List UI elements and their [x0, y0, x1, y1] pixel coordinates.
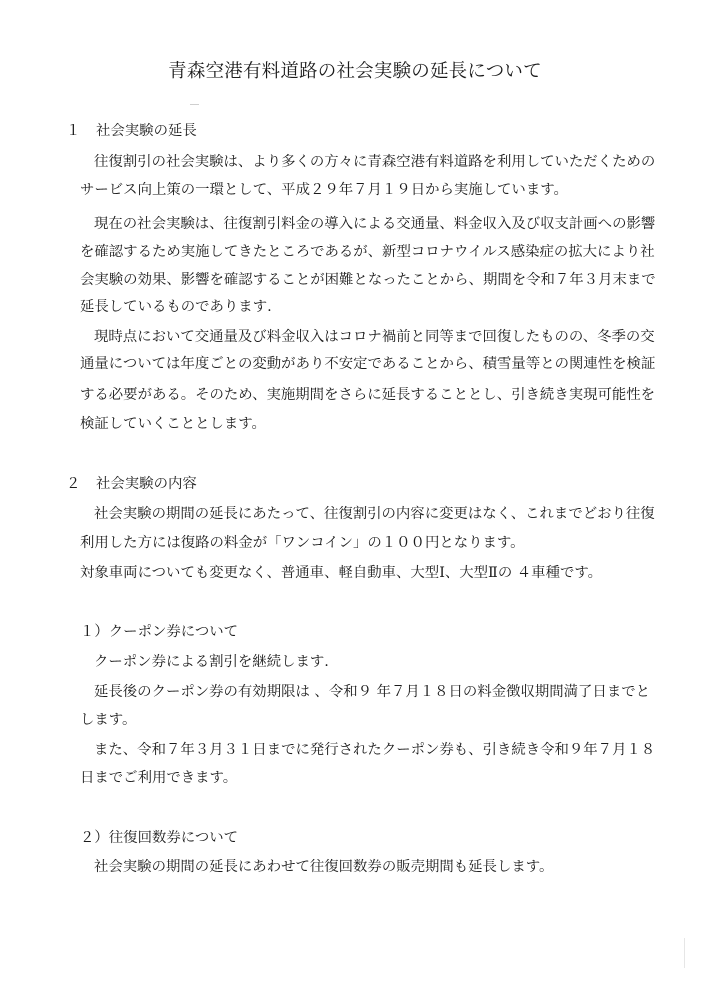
section-2-heading: [66, 474, 197, 494]
paragraph-line: 社会実験の期間の延長にあわせて往復回数券の販売期間も延長します。: [94, 859, 554, 875]
paragraph-line: 延長しているものであります.: [80, 299, 272, 315]
paragraph-line: 現在の社会実験は、往復割引料金の導入による交通量、料金収入及び収支計画への影響: [94, 216, 656, 232]
paragraph-line: また、令和７年３月３１日までに発行されたクーポン券も、引き続き令和９年７月１８: [94, 742, 656, 758]
scan-speck: [684, 938, 685, 968]
paragraph-line: 対象車両についても変更なく、普通車、軽自動車、大型Ⅰ、大型Ⅱの ４車種です。: [80, 565, 602, 581]
paragraph-line: 日までご利用できます。: [80, 770, 238, 786]
subsection-1-heading: １）クーポン券について: [80, 624, 239, 640]
document-title: 青森空港有料道路の社会実験の延長について: [168, 61, 542, 82]
section-1-title: 社会実験の延長: [96, 123, 197, 139]
paragraph-line: を確認するため実施してきたところであるが、新型コロナウイルス感染症の拡大により社: [80, 244, 655, 260]
paragraph-line: 利用した方には復路の料金が「ワンコイン」の１００円となります。: [80, 535, 525, 551]
paragraph-line: します。: [80, 712, 137, 728]
scan-speck: [190, 104, 199, 105]
paragraph-line: サービス向上策の一環として、平成２９年７月１９日から実施しています。: [80, 182, 568, 198]
paragraph-line: 通量については年度ごとの変動があり不安定であることから、積雪量等との関連性を検証: [80, 356, 656, 372]
section-1-number: １: [66, 123, 81, 139]
subsection-2-heading: ２）往復回数券について: [80, 830, 239, 846]
section-1-heading: [66, 121, 197, 141]
paragraph-line: する必要がある。そのため、実施期間をさらに延長することとし、引き続き実現可能性を: [80, 387, 656, 403]
paragraph-line: クーポン券による割引を継続します.: [94, 654, 329, 670]
paragraph-line: 会実験の効果、影響を確認することが困難となったことから、期間を令和７年３月末まで: [80, 272, 656, 288]
paragraph-line: 延長後のクーポン券の有効期限は 、令和９ 年７月１８日の料金徴収期間満了日までと: [94, 684, 650, 700]
paragraph-line: 検証していくこととします。: [80, 416, 266, 432]
paragraph-line: 往復割引の社会実験は、より多くの方々に青森空港有料道路を利用していただくための: [94, 154, 656, 170]
section-2-number: ２: [66, 476, 81, 492]
section-2-title: 社会実験の内容: [96, 476, 197, 492]
paragraph-line: 現時点において交通量及び料金収入はコロナ禍前と同等まで回復したものの、冬季の交: [94, 329, 655, 345]
paragraph-line: 社会実験の期間の延長にあたって、往復割引の内容に変更はなく、これまでどおり往復: [94, 506, 655, 522]
